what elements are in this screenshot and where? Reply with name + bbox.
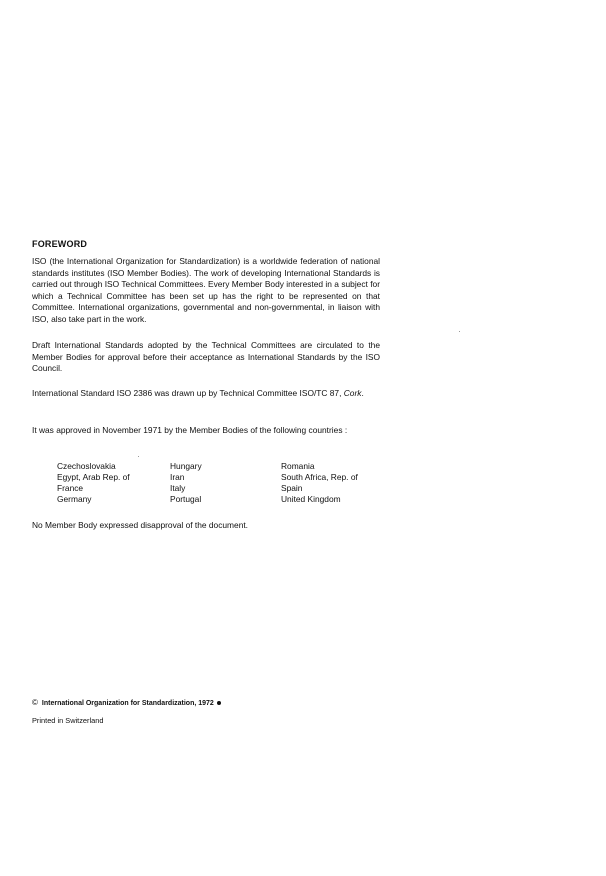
foreword-paragraph-iso: ISO (the International Organization for Standardization) is a worldwide federation of national standards institutes (ISO Member Bodies). The work of developing International Standards is carried out through ISO Technical Committees. Every Member Body interested in a subject for which a Technical Committee has been set up has the right to be represented on that Committee. International organizations, governmental and non-governmental, in liaison with ISO, also take part in the work. xyxy=(32,256,380,324)
foreword-paragraph-drafts: Draft International Standards adopted by the Technical Committees are circulated to the Member Bodies for approval before their acceptance as International Standards by the ISO Council. xyxy=(32,340,380,373)
standard-text-prefix: International Standard ISO 2386 was drawn up by Technical Committee ISO/TC 87, xyxy=(32,388,344,398)
countries-list xyxy=(57,461,387,509)
country-item: Spain xyxy=(281,483,303,493)
country-item: Romania xyxy=(281,461,315,471)
country-item: United Kingdom xyxy=(281,494,341,504)
country-item: Egypt, Arab Rep. of xyxy=(57,472,130,482)
scan-speck xyxy=(138,456,139,457)
section-heading: FOREWORD xyxy=(32,239,88,249)
country-item: Portugal xyxy=(170,494,202,504)
country-item: Hungary xyxy=(170,461,202,471)
foreword-paragraph-standard xyxy=(32,388,380,400)
country-item: Czechoslovakia xyxy=(57,461,116,471)
countries-column-1 xyxy=(57,461,130,505)
printed-in-line: Printed in Switzerland xyxy=(32,716,104,725)
country-item: Germany xyxy=(57,494,92,504)
copyright-text: International Organization for Standardization, 1972 xyxy=(41,700,214,707)
closing-paragraph: No Member Body expressed disapproval of the document. xyxy=(32,520,249,530)
countries-column-2 xyxy=(170,461,202,505)
standard-text-suffix: . xyxy=(361,388,364,398)
country-item: Iran xyxy=(170,472,185,482)
countries-column-3 xyxy=(281,461,358,505)
copyright-symbol: © xyxy=(32,698,38,707)
foreword-paragraph-approval: It was approved in November 1971 by the Member Bodies of the following countries : xyxy=(32,425,348,435)
country-item: France xyxy=(57,483,84,493)
committee-name: Cork xyxy=(343,388,362,398)
scan-speck xyxy=(459,331,460,332)
bullet-dot-icon xyxy=(217,701,221,705)
country-item: Italy xyxy=(170,483,186,493)
country-item: South Africa, Rep. of xyxy=(281,472,358,482)
copyright-line xyxy=(32,698,221,707)
